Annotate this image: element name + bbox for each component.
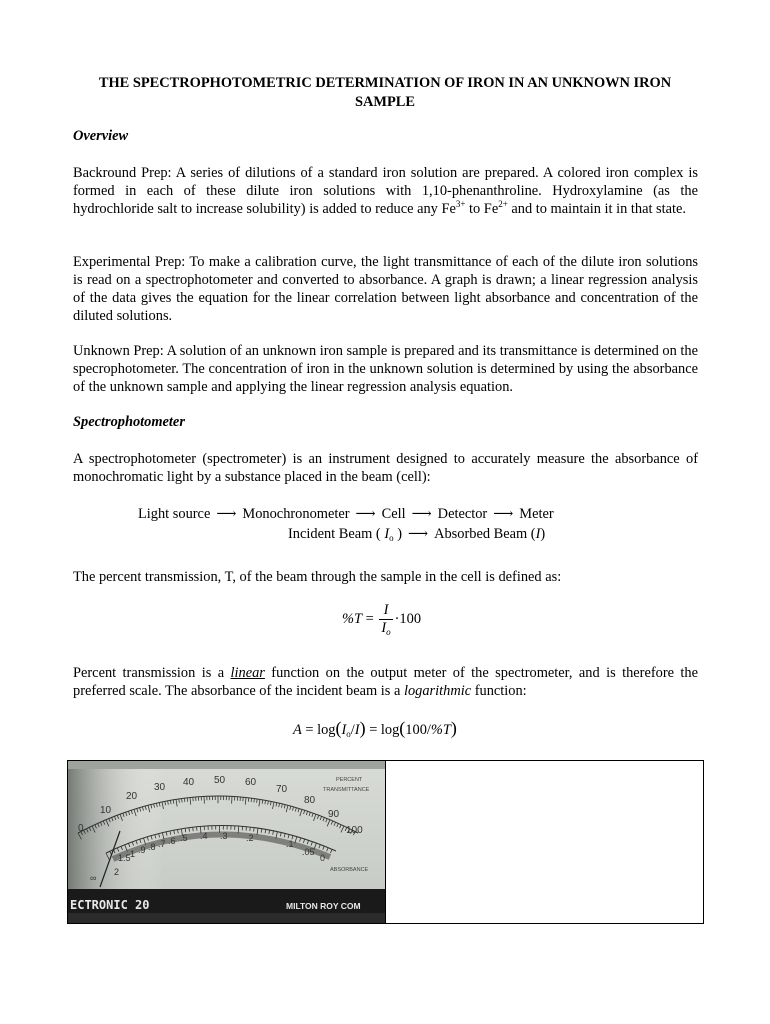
logarithmic-word: logarithmic — [403, 683, 472, 699]
formula2-io: I — [341, 722, 347, 738]
background-prep-text-3: and to maintain it in that state. — [507, 201, 687, 217]
spectrophotometer-heading: Spectrophotometer — [73, 414, 185, 430]
fe3-superscript: 3+ — [455, 199, 466, 209]
denominator-subscript: o — [386, 627, 391, 637]
flow-cell: Cell — [381, 506, 406, 522]
formula-lhs: %T — [342, 610, 362, 627]
meter-brand-left: ECTRONIC 20 — [70, 898, 150, 912]
meter-brand-right: MILTON ROY COM — [286, 901, 361, 911]
instrument-flow-row — [138, 506, 554, 523]
meter-absorbance-label: ABSORBANCE — [330, 867, 369, 873]
incident-subscript: o — [389, 533, 394, 543]
linear-function-paragraph — [73, 664, 698, 700]
flow-arrow-icon: ⟶ — [411, 507, 432, 522]
document-title — [60, 74, 710, 112]
formula-equals: = — [365, 610, 374, 627]
background-prep-text-1: Backround Prep: A series of dilutions of a standard iron solution are prepared. A colored iron complex is formed in each of these dilute iron solutions with 1,10-phenanthroline. Hydroxylamine (as the hydrochloride salt to increase solubility) is added to reduce any Fe — [73, 165, 698, 217]
meter-bottom-number: .05 — [302, 847, 315, 857]
meter-top-number: 20 — [126, 791, 138, 802]
meter-top-number: 40 — [183, 777, 195, 788]
absorbed-beam-label: Absorbed Beam ( — [434, 526, 536, 542]
meter-transmittance-label: TRANSMITTANCE — [323, 787, 370, 793]
meter-top-number: 50 — [214, 775, 226, 786]
absorbance-formula — [293, 718, 457, 739]
flow-arrow-icon: ⟶ — [408, 527, 429, 542]
formula-times-100: ·100 — [394, 610, 422, 627]
flow-detector: Detector — [437, 506, 488, 522]
meter-tick-mark — [184, 798, 185, 802]
meter-bottom-number: 0 — [320, 853, 326, 863]
flow-monochronometer: Monochronometer — [242, 506, 350, 522]
formula2-slash-2: / — [426, 722, 431, 738]
linear-text-1: Percent transmission is a — [73, 665, 231, 681]
meter-bottom-number: .2 — [246, 833, 254, 843]
meter-bottom-number: .9 — [138, 845, 146, 855]
unknown-prep-paragraph: Unknown Prep: A solution of an unknown iron sample is prepared and its transmittance is determined on the specrophotometer. The concentration of iron in the unknown solution is determined by using the absorbance of the unknown sample and applying the linear regression analysis equation. — [73, 343, 698, 395]
title-line-1: THE SPECTROPHOTOMETRIC DETERMINATION OF IRON IN AN UNKNOWN IRON — [98, 75, 672, 91]
background-prep-paragraph — [73, 164, 698, 218]
meter-bottom-number: ∞ — [90, 873, 97, 883]
formula2-io-sub: o — [346, 729, 351, 739]
meter-top-number: 30 — [154, 782, 166, 793]
meter-top-number: 10 — [100, 805, 112, 816]
table-cell-divider — [385, 760, 386, 924]
absorbance-symbol: A — [293, 722, 302, 738]
formula-fraction — [379, 602, 392, 637]
meter-bottom-number: 2 — [114, 867, 120, 877]
meter-top-number: 80 — [304, 795, 316, 806]
formula2-paren-open: ( — [335, 718, 342, 738]
flow-arrow-icon: ⟶ — [493, 507, 514, 522]
percent-transmission-formula — [342, 602, 421, 637]
formula2-log-2: = log — [365, 722, 400, 738]
fraction-denominator — [379, 619, 392, 637]
fraction-numerator: I — [383, 602, 389, 618]
beam-flow-row — [288, 526, 545, 543]
formula2-paren-open-2: ( — [399, 718, 406, 738]
meter-bottom-number: 1.5 — [118, 853, 131, 863]
overview-heading: Overview — [73, 128, 129, 144]
meter-tick-mark — [254, 828, 255, 832]
meter-percent-label: PERCENT — [336, 777, 363, 783]
denominator-symbol: I — [381, 620, 387, 636]
formula2-paren-close-2: ) — [450, 718, 457, 738]
meter-bottom-number: .5 — [180, 833, 188, 843]
percent-transmission-paragraph: The percent transmission, T, of the beam through the sample in the cell is defined as: — [73, 569, 562, 585]
incident-beam-label: Incident Beam ( — [288, 526, 381, 542]
meter-top-number: 70 — [276, 784, 288, 795]
formula2-i: I — [354, 722, 360, 738]
linear-text-2: function on the output meter of the spectrometer, and is therefore the preferred scale. The absorbance of the incident beam is a — [73, 665, 698, 699]
absorbed-close: ) — [540, 526, 546, 542]
title-line-2: SAMPLE — [355, 94, 415, 110]
spectrophotometer-paragraph: A spectrophotometer (spectrometer) is an instrument designed to accurately measure the absorbance of monochromatic light by a substance placed in the beam (cell): — [73, 451, 698, 485]
background-prep-text-2: to Fe — [465, 201, 499, 217]
meter-top-number: 0 — [78, 823, 84, 834]
linear-text-3: function: — [471, 683, 527, 699]
meter-top-number: 100 — [346, 825, 363, 836]
fe2-superscript: 2+ — [498, 199, 508, 209]
meter-tick-mark — [182, 799, 183, 803]
formula2-hundred: 100 — [405, 722, 427, 738]
linear-word: linear — [230, 665, 265, 681]
flow-meter: Meter — [519, 506, 554, 522]
meter-bottom-number: .8 — [148, 842, 156, 852]
flow-light-source: Light source — [138, 506, 211, 522]
meter-bottom-number: .6 — [168, 836, 176, 846]
meter-tick-mark — [189, 828, 190, 832]
formula2-paren-close: ) — [359, 718, 366, 738]
meter-top-number: 90 — [328, 809, 340, 820]
meter-tick-mark — [251, 798, 252, 802]
meter-bottom-number: .1 — [286, 839, 294, 849]
flow-arrow-icon: ⟶ — [355, 507, 376, 522]
incident-symbol: I — [384, 526, 390, 542]
meter-tick-mark — [254, 799, 255, 803]
formula2-percent-t: %T — [430, 722, 451, 738]
meter-bottom-number: .7 — [158, 839, 166, 849]
formula2-log-1: = log — [301, 722, 336, 738]
incident-close: ) — [397, 526, 403, 542]
spectrometer-meter-photo — [68, 761, 385, 923]
meter-bottom-number: .4 — [200, 831, 208, 841]
meter-bottom-number: .3 — [220, 831, 228, 841]
absorbed-symbol: I — [535, 526, 541, 542]
flow-arrow-icon: ⟶ — [216, 507, 237, 522]
formula2-slash: / — [350, 722, 355, 738]
meter-top-number: 60 — [245, 777, 257, 788]
meter-bottom-number: 1 — [130, 849, 136, 859]
experimental-prep-paragraph: Experimental Prep: To make a calibration curve, the light transmittance of each of the dilute iron solutions is read on a spectrophotometer and converted to absorbance. A graph is drawn; a linear regression analysis of the data gives the equation for the linear correlation between light absorbance and concentration of the diluted solutions. — [73, 254, 698, 324]
